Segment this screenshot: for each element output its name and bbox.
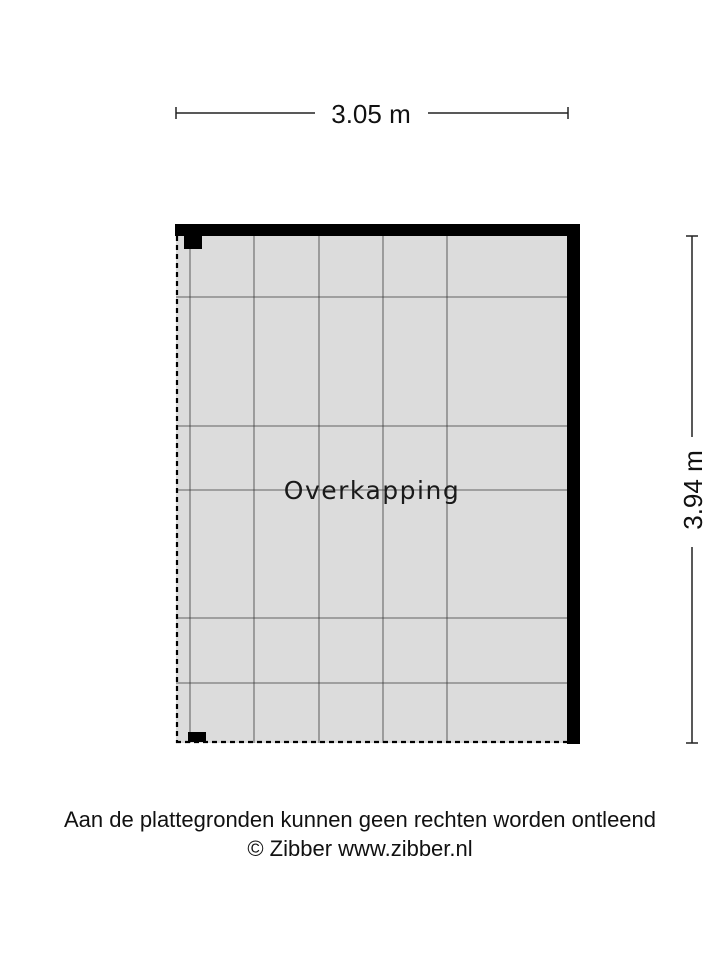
width-dimension xyxy=(176,99,568,129)
copyright-text: © Zibber www.zibber.nl xyxy=(247,836,473,861)
top-wall xyxy=(175,224,580,236)
depth-label: 3.94 m xyxy=(678,450,708,530)
column-top-left xyxy=(184,236,202,249)
right-wall xyxy=(567,224,580,744)
room-label: Overkapping xyxy=(283,476,461,505)
column-bottom-left xyxy=(188,732,206,742)
disclaimer-text: Aan de plattegronden kunnen geen rechten worden ontleend xyxy=(63,807,657,832)
width-label: 3.05 m xyxy=(331,99,411,129)
depth-dimension xyxy=(678,236,708,743)
